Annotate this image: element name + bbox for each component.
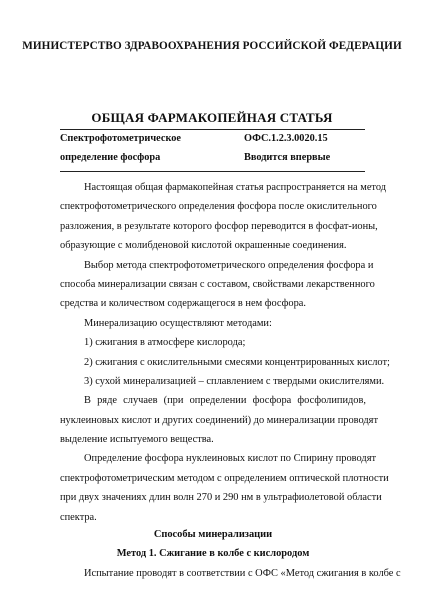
- body-line: образующие с молибденовой кислотой окрашенные соединения.: [60, 240, 347, 252]
- body-line: Минерализацию осуществляют методами:: [84, 317, 272, 329]
- divider-top: [60, 129, 365, 130]
- body-line: спектрофотометрического определения фосфора после окислительного: [60, 201, 377, 213]
- body-line: Выбор метода спектрофотометрического определения фосфора и: [84, 259, 374, 271]
- body-line: разложения, в результате которого фосфор переводится в фосфат-ионы,: [60, 220, 378, 232]
- article-status: Вводится впервые: [244, 152, 331, 163]
- divider-bottom: [60, 171, 365, 172]
- body-line: выделение испытуемого вещества.: [60, 434, 214, 446]
- list-item: 1) сжигания в атмосфере кислорода;: [84, 337, 246, 349]
- body-line: Настоящая общая фармакопейная статья распространяется на метод: [84, 182, 387, 193]
- body-line: нуклеиновых кислот и других соединений) до минерализации проводят: [60, 414, 378, 426]
- body-line: Испытание проводят в соответствии с ОФС «Метод сжигания в колбе с: [84, 567, 401, 579]
- body-line: при двух значениях длин волн 270 и 290 нм в ультрафиолетовой области: [60, 492, 382, 504]
- body-line: средства и количеством содержащегося в нем фосфора.: [60, 298, 306, 310]
- body-line: спектрофотометрическим методом с определением оптической плотности: [60, 472, 389, 484]
- body-line: способа минерализации связан с составом, свойствами лекарственного: [60, 278, 375, 290]
- article-body: [60, 178, 390, 527]
- method-heading: Метод 1. Сжигание в колбе с кислородом: [116, 548, 310, 560]
- section-heading: Способы минерализации: [153, 529, 273, 540]
- body-line: Определение фосфора нуклеиновых кислот по Спирину проводят: [84, 453, 377, 465]
- body-line: спектра.: [60, 511, 97, 523]
- article-type-title: ОБЩАЯ ФАРМАКОПЕЙНАЯ СТАТЬЯ: [91, 110, 333, 125]
- section-minerals: [60, 525, 401, 583]
- article-code: ОФС.1.2.3.0020.15: [244, 133, 328, 144]
- list-item: 3) сухой минерализацией – сплавлением с твердыми окислителями.: [84, 375, 385, 387]
- list-item: 2) сжигания с окислительными смесями концентрированных кислот;: [84, 356, 390, 368]
- article-name-line-2: определение фосфора: [60, 152, 161, 163]
- ministry-header: МИНИСТЕРСТВО ЗДРАВООХРАНЕНИЯ РОССИЙСКОЙ ФЕДЕРАЦИИ: [22, 40, 402, 52]
- body-line: В ряде случаев (при определении фосфора фосфолипидов,: [84, 395, 366, 407]
- article-name-line-1: Спектрофотометрическое: [60, 133, 181, 144]
